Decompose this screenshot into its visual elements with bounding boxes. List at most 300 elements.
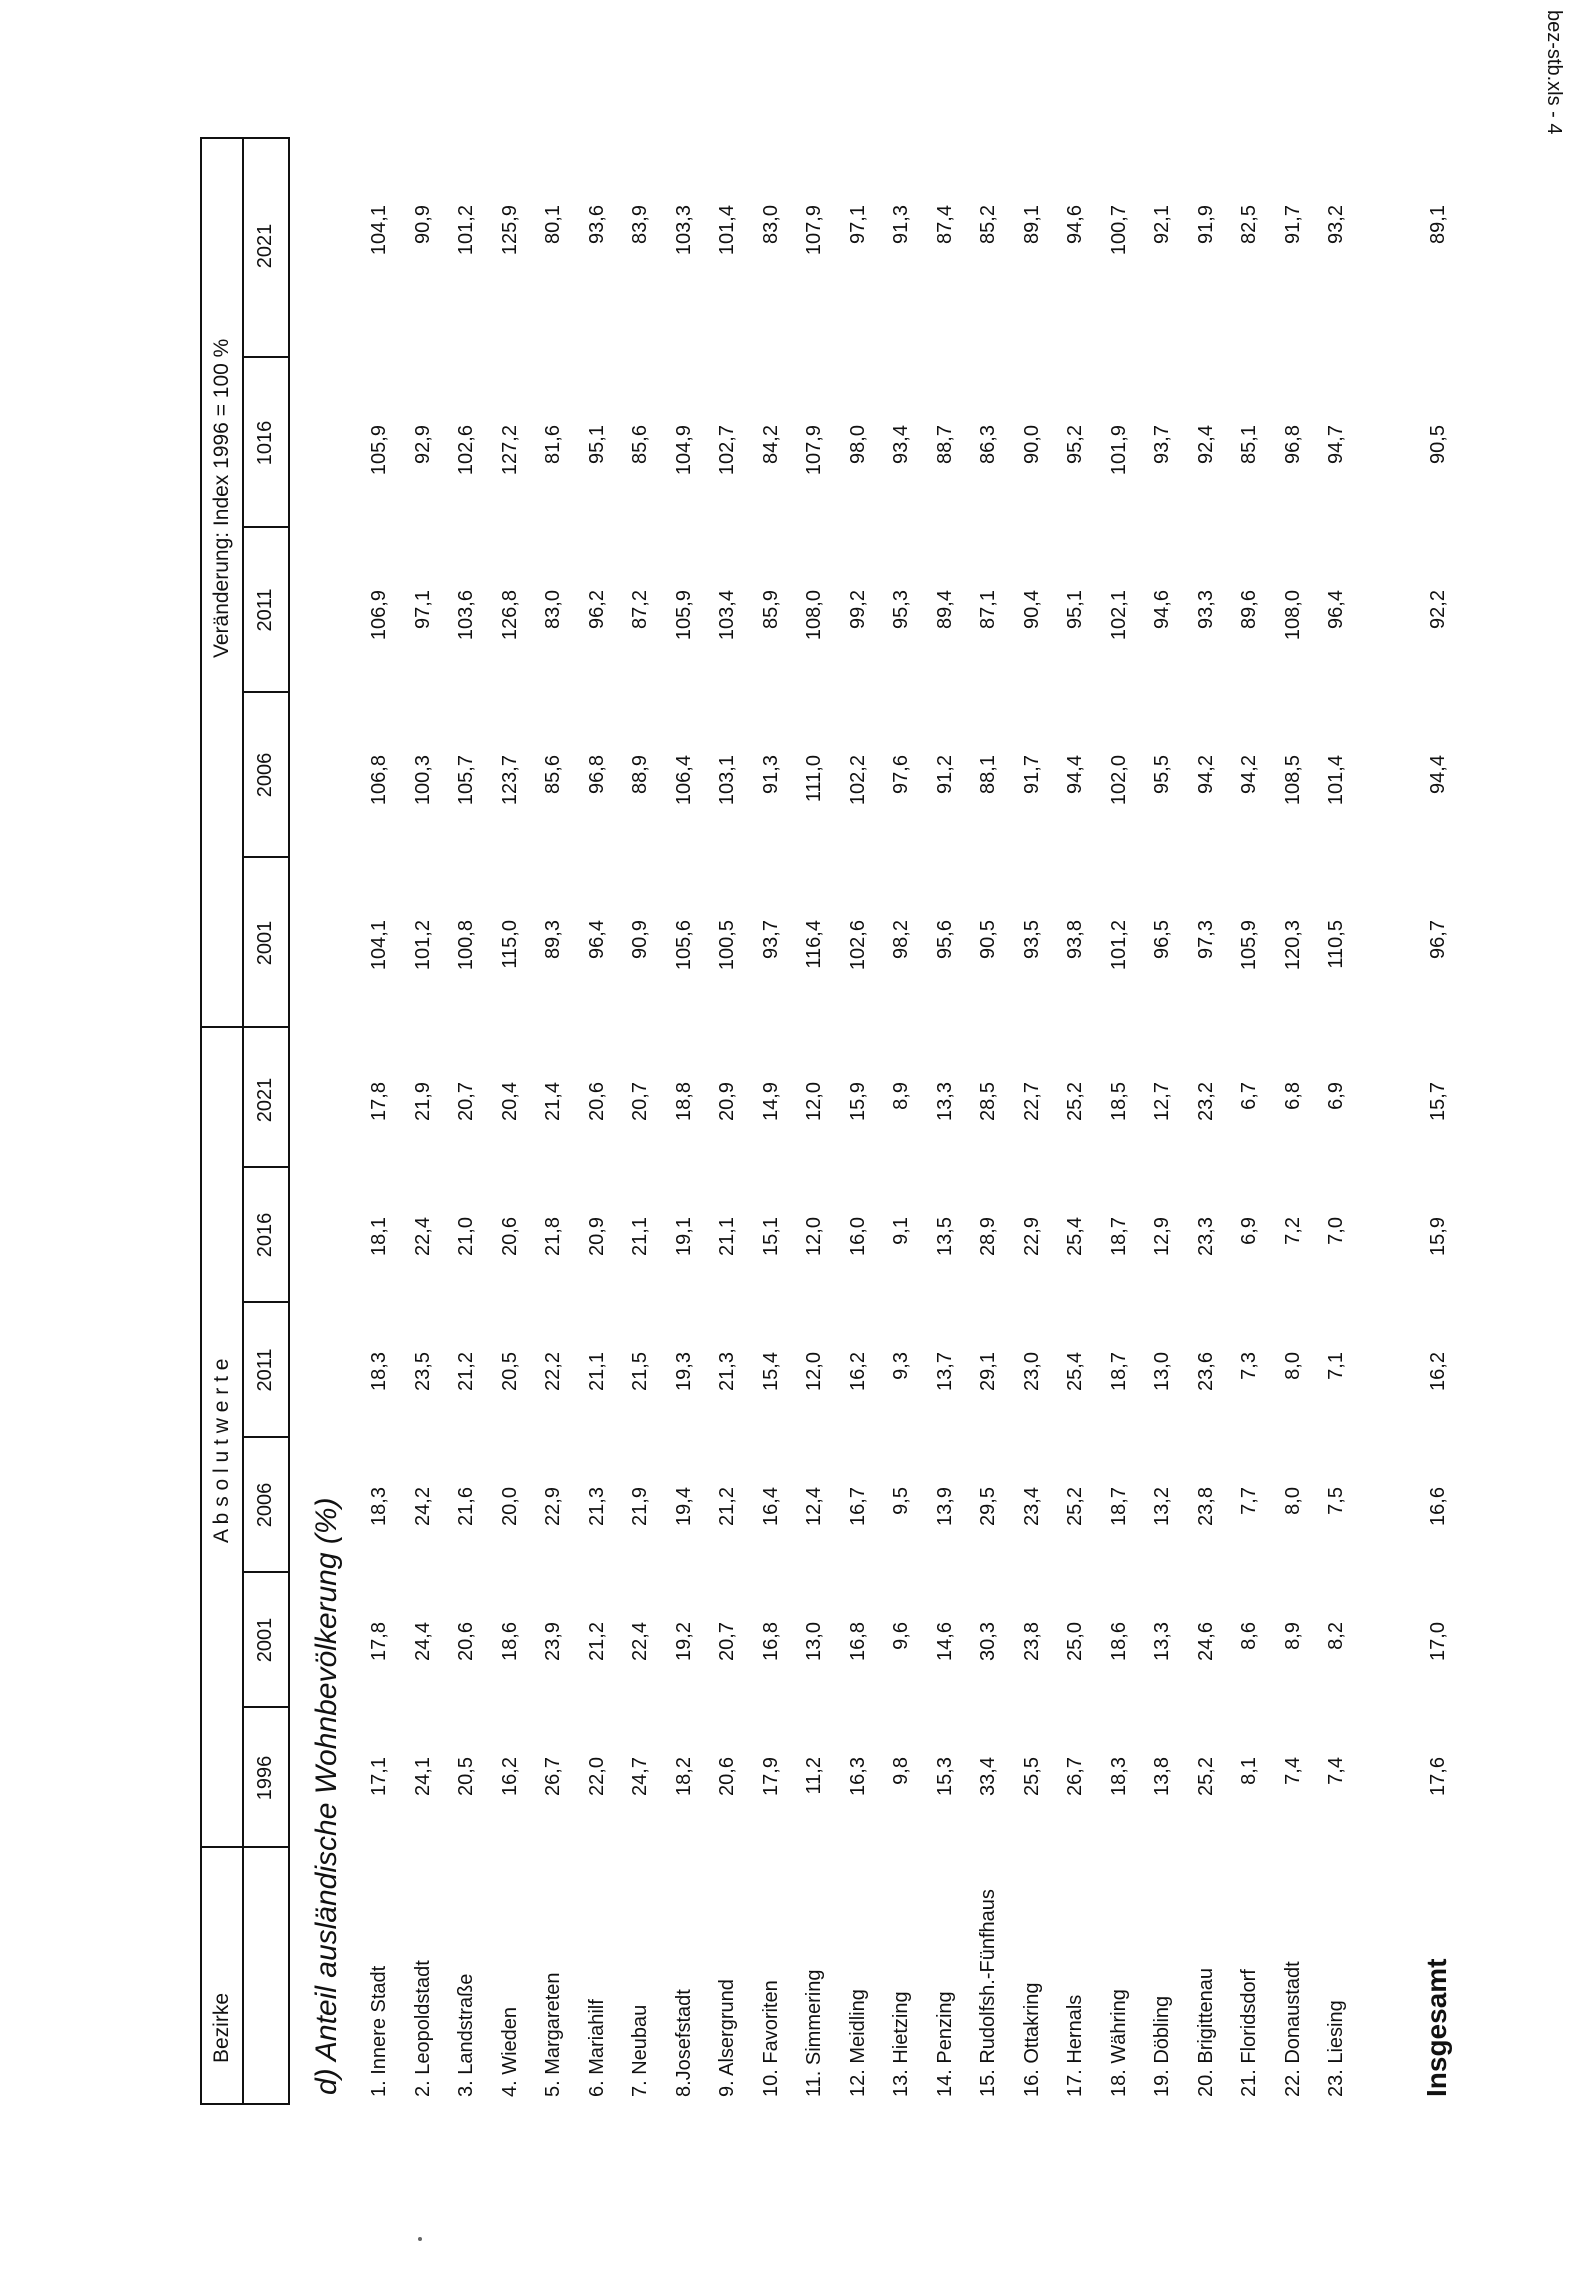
abs-value-cell: 20,6 (585, 1082, 608, 1121)
abs-value-cell: 21,5 (629, 1352, 651, 1391)
index-value-cell: 101,4 (1325, 755, 1347, 806)
table-row (752, 137, 794, 2105)
index-value-cell: 115,0 (498, 920, 521, 969)
index-value-cell: 96,8 (585, 755, 608, 794)
abs-value-cell: 17,0 (1426, 1622, 1449, 1661)
abs-value-cell: 24,2 (411, 1487, 434, 1526)
abs-value-cell: 9,8 (890, 1757, 912, 1785)
abs-value-cell: 7,0 (1325, 1217, 1347, 1245)
abs-value-cell: 7,1 (1325, 1352, 1347, 1380)
abs-value-cell: 16,2 (846, 1352, 869, 1391)
index-value-cell: 89,1 (1020, 205, 1043, 244)
index-value-cell: 91,3 (759, 755, 782, 794)
abs-value-cell: 22,0 (585, 1757, 608, 1796)
abs-value-cell: 24,7 (629, 1757, 651, 1796)
index-value-cell: 100,7 (1107, 205, 1130, 256)
index-value-cell: 93,4 (890, 425, 912, 464)
index-value-cell: 94,6 (1064, 205, 1086, 244)
index-value-cell: 88,9 (629, 755, 651, 794)
abs-value-cell: 20,6 (455, 1622, 477, 1661)
abs-value-cell: 12,9 (1151, 1217, 1173, 1256)
abs-value-cell: 9,5 (890, 1487, 912, 1515)
abs-value-cell: 15,4 (759, 1352, 782, 1391)
index-value-cell: 104,1 (368, 920, 390, 971)
abs-value-cell: 20,7 (629, 1082, 651, 1121)
index-value-cell: 101,2 (455, 205, 477, 256)
abs-value-cell: 16,2 (1426, 1352, 1449, 1391)
abs-value-cell: 25,2 (1064, 1082, 1086, 1121)
table-row (360, 137, 402, 2105)
district-name: 4. Wieden (498, 2006, 521, 2097)
index-value-cell: 100,5 (716, 920, 738, 971)
index-value-cell: 95,3 (890, 590, 912, 629)
district-name: 7. Neubau (629, 2004, 651, 2097)
abs-value-cell: 20,9 (585, 1217, 608, 1256)
abs-value-cell: 15,9 (1426, 1217, 1449, 1256)
index-value-cell: 94,6 (1151, 590, 1173, 629)
index-value-cell: 83,0 (759, 205, 782, 244)
abs-value-cell: 25,4 (1064, 1352, 1086, 1391)
index-value-cell: 105,7 (455, 755, 477, 806)
index-value-cell: 103,6 (455, 590, 477, 641)
abs-value-cell: 20,5 (498, 1352, 521, 1391)
index-value-cell: 86,3 (977, 425, 999, 464)
district-name: 19. Döbling (1151, 1995, 1173, 2097)
table-row (969, 137, 1011, 2105)
abs-value-cell: 14,9 (759, 1082, 782, 1121)
abs-value-cell: 16,7 (846, 1487, 869, 1526)
index-value-cell: 100,3 (411, 755, 434, 806)
abs-value-cell: 20,7 (716, 1622, 738, 1661)
index-value-cell: 92,2 (1426, 590, 1449, 629)
abs-value-cell: 7,7 (1238, 1487, 1260, 1515)
index-value-cell: 88,1 (977, 755, 999, 794)
table-row (1100, 137, 1142, 2105)
index-value-cell: 105,6 (672, 920, 695, 971)
abs-value-cell: 18,7 (1107, 1217, 1130, 1256)
table-row (1143, 137, 1185, 2105)
abs-value-cell: 21,9 (629, 1487, 651, 1526)
table-row (926, 137, 968, 2105)
year-abs-2016: 2016 (254, 1212, 276, 1258)
abs-value-cell: 13,9 (933, 1487, 956, 1526)
abs-value-cell: 21,4 (542, 1082, 564, 1121)
index-value-cell: 88,7 (933, 425, 956, 464)
abs-value-cell: 6,9 (1238, 1217, 1260, 1245)
index-value-cell: 97,1 (846, 205, 869, 244)
abs-value-cell: 23,8 (1020, 1622, 1043, 1661)
index-value-cell: 123,7 (498, 755, 521, 806)
header-veraenderung: Veränderung: Index 1996 = 100 % (210, 338, 233, 658)
abs-value-cell: 16,6 (1426, 1487, 1449, 1526)
abs-value-cell: 22,4 (629, 1622, 651, 1661)
index-value-cell: 102,7 (716, 425, 738, 476)
abs-value-cell: 21,2 (585, 1622, 608, 1661)
abs-value-cell: 6,9 (1325, 1082, 1347, 1110)
abs-value-cell: 12,7 (1151, 1082, 1173, 1121)
table-row (1013, 137, 1055, 2105)
district-name: 8.Josefstadt (672, 1989, 695, 2097)
abs-value-cell: 24,4 (411, 1622, 434, 1661)
abs-value-cell: 12,0 (803, 1352, 825, 1391)
district-name: 9. Alsergrund (716, 1979, 738, 2097)
index-value-cell: 85,2 (977, 205, 999, 244)
index-value-cell: 96,8 (1281, 425, 1304, 464)
abs-value-cell: 26,7 (1064, 1757, 1086, 1796)
table-row (404, 137, 446, 2105)
abs-value-cell: 22,9 (542, 1487, 564, 1526)
abs-value-cell: 18,2 (672, 1757, 695, 1796)
abs-value-cell: 8,9 (890, 1082, 912, 1110)
year-idx-1016: 1016 (254, 420, 276, 466)
index-value-cell: 90,9 (629, 920, 651, 959)
table-row (882, 137, 924, 2105)
index-value-cell: 93,8 (1064, 920, 1086, 959)
abs-value-cell: 14,6 (933, 1622, 956, 1661)
index-value-cell: 108,0 (803, 590, 825, 641)
abs-value-cell: 18,1 (368, 1217, 390, 1256)
district-name: 10. Favoriten (759, 1980, 782, 2097)
abs-value-cell: 13,5 (933, 1217, 956, 1256)
abs-value-cell: 20,7 (455, 1082, 477, 1121)
abs-value-cell: 8,0 (1281, 1352, 1304, 1380)
abs-value-cell: 18,8 (672, 1082, 695, 1121)
index-value-cell: 93,2 (1325, 205, 1347, 244)
index-value-cell: 102,2 (846, 755, 869, 806)
year-abs-2021: 2021 (254, 1077, 276, 1123)
index-value-cell: 89,3 (542, 920, 564, 959)
table-row (839, 137, 881, 2105)
index-value-cell: 108,5 (1281, 755, 1304, 806)
abs-value-cell: 8,6 (1238, 1622, 1260, 1650)
index-value-cell: 97,3 (1194, 920, 1217, 959)
abs-value-cell: 18,3 (368, 1352, 390, 1391)
table-row (491, 137, 533, 2105)
index-value-cell: 103,1 (716, 755, 738, 806)
abs-value-cell: 15,1 (759, 1217, 782, 1256)
district-name: 12. Meidling (846, 1989, 869, 2097)
abs-value-cell: 22,7 (1020, 1082, 1043, 1121)
abs-value-cell: 16,8 (759, 1622, 782, 1661)
index-value-cell: 91,3 (890, 205, 912, 244)
index-value-cell: 89,1 (1426, 205, 1449, 244)
index-value-cell: 98,0 (846, 425, 869, 464)
index-value-cell: 92,4 (1194, 425, 1217, 464)
table-row-total (1419, 137, 1461, 2105)
year-abs-1996: 1996 (254, 1755, 276, 1801)
index-value-cell: 97,6 (890, 755, 912, 794)
abs-value-cell: 18,3 (1107, 1757, 1130, 1796)
abs-value-cell: 20,5 (455, 1757, 477, 1796)
index-value-cell: 83,9 (629, 205, 651, 244)
district-name: 11. Simmering (803, 1969, 825, 2097)
index-value-cell: 95,6 (933, 920, 956, 959)
abs-value-cell: 22,2 (542, 1352, 564, 1391)
index-value-cell: 83,0 (542, 590, 564, 629)
index-value-cell: 95,2 (1064, 425, 1086, 464)
index-value-cell: 101,2 (411, 920, 434, 971)
index-value-cell: 111,0 (803, 755, 825, 803)
header-bezirke: Bezirke (210, 1992, 233, 2063)
index-value-cell: 102,0 (1107, 755, 1130, 806)
index-value-cell: 105,9 (1238, 920, 1260, 971)
abs-value-cell: 25,2 (1194, 1757, 1217, 1796)
index-value-cell: 93,6 (585, 205, 608, 244)
abs-value-cell: 13,3 (1151, 1622, 1173, 1661)
table-row (578, 137, 620, 2105)
table-row (665, 137, 707, 2105)
table-header (200, 137, 290, 2105)
table-row (621, 137, 663, 2105)
abs-value-cell: 26,7 (542, 1757, 564, 1796)
abs-value-cell: 9,6 (890, 1622, 912, 1650)
abs-value-cell: 7,3 (1238, 1352, 1260, 1380)
index-value-cell: 100,8 (455, 920, 477, 971)
index-value-cell: 116,4 (803, 920, 825, 969)
abs-value-cell: 6,8 (1281, 1082, 1304, 1110)
abs-value-cell: 7,5 (1325, 1487, 1347, 1515)
abs-value-cell: 18,5 (1107, 1082, 1130, 1121)
district-name: 3. Landstraße (455, 1973, 477, 2097)
scan-speck (418, 2237, 422, 2241)
abs-value-cell: 23,6 (1194, 1352, 1217, 1391)
index-value-cell: 106,4 (672, 755, 695, 806)
index-value-cell: 105,9 (672, 590, 695, 641)
index-value-cell: 110,5 (1325, 920, 1347, 969)
index-value-cell: 102,1 (1107, 590, 1130, 641)
index-value-cell: 96,5 (1151, 920, 1173, 959)
abs-value-cell: 9,1 (890, 1217, 912, 1245)
abs-value-cell: 9,3 (890, 1352, 912, 1380)
abs-value-cell: 16,4 (759, 1487, 782, 1526)
abs-value-cell: 22,9 (1020, 1217, 1043, 1256)
abs-value-cell: 25,0 (1064, 1622, 1086, 1661)
table-row (1274, 137, 1316, 2105)
district-name: Insgesamt (1420, 1958, 1452, 2097)
abs-value-cell: 15,7 (1426, 1082, 1449, 1121)
abs-value-cell: 24,1 (411, 1757, 434, 1796)
index-value-cell: 90,0 (1020, 425, 1043, 464)
index-value-cell: 127,2 (498, 425, 521, 476)
abs-value-cell: 8,2 (1325, 1622, 1347, 1650)
index-value-cell: 101,2 (1107, 920, 1130, 971)
abs-value-cell: 21,6 (455, 1487, 477, 1526)
section-title: d) Anteil ausländische Wohnbevölkerung (%) (310, 1497, 343, 2095)
district-name: 17. Hernals (1064, 1994, 1086, 2097)
index-value-cell: 104,1 (368, 205, 390, 256)
table-row (1317, 137, 1359, 2105)
index-value-cell: 84,2 (759, 425, 782, 464)
abs-value-cell: 8,9 (1281, 1622, 1304, 1650)
abs-value-cell: 18,7 (1107, 1352, 1130, 1391)
abs-value-cell: 21,2 (716, 1487, 738, 1526)
abs-value-cell: 18,7 (1107, 1487, 1130, 1526)
index-value-cell: 97,1 (411, 590, 434, 629)
statistics-table (200, 105, 1530, 2105)
abs-value-cell: 18,3 (368, 1487, 390, 1526)
abs-value-cell: 23,8 (1194, 1487, 1217, 1526)
table-row (447, 137, 489, 2105)
year-abs-2006: 2006 (254, 1482, 276, 1528)
year-abs-2001: 2001 (254, 1617, 276, 1663)
abs-value-cell: 7,2 (1281, 1217, 1304, 1245)
index-value-cell: 95,1 (1064, 590, 1086, 629)
table-row (1230, 137, 1272, 2105)
abs-value-cell: 25,2 (1064, 1487, 1086, 1526)
abs-value-cell: 7,4 (1325, 1757, 1347, 1785)
abs-value-cell: 12,0 (803, 1082, 825, 1121)
abs-value-cell: 25,5 (1020, 1757, 1043, 1796)
year-idx-2011: 2011 (254, 588, 276, 632)
abs-value-cell: 15,9 (846, 1082, 869, 1121)
index-value-cell: 94,2 (1238, 755, 1260, 794)
index-value-cell: 92,1 (1151, 205, 1173, 244)
index-value-cell: 93,3 (1194, 590, 1217, 629)
district-name: 16. Ottakring (1020, 1982, 1043, 2097)
page-label: bez-stb.xls - 4 (1543, 10, 1565, 135)
abs-value-cell: 21,9 (411, 1082, 434, 1121)
index-value-cell: 81,6 (542, 425, 564, 464)
index-value-cell: 101,4 (716, 205, 738, 256)
abs-value-cell: 17,6 (1426, 1757, 1449, 1796)
abs-value-cell: 16,2 (498, 1757, 521, 1796)
abs-value-cell: 17,1 (368, 1757, 390, 1796)
index-value-cell: 98,2 (890, 920, 912, 959)
index-value-cell: 91,7 (1020, 755, 1043, 794)
index-value-cell: 91,7 (1281, 205, 1304, 244)
index-value-cell: 89,4 (933, 590, 956, 629)
district-name: 6. Mariahilf (585, 1999, 608, 2097)
index-value-cell: 96,4 (585, 920, 608, 959)
index-value-cell: 85,6 (629, 425, 651, 464)
abs-value-cell: 13,0 (803, 1622, 825, 1661)
index-value-cell: 96,7 (1426, 920, 1449, 959)
index-value-cell: 94,4 (1426, 755, 1449, 794)
abs-value-cell: 20,0 (498, 1487, 521, 1526)
index-value-cell: 85,9 (759, 590, 782, 629)
abs-value-cell: 23,0 (1020, 1352, 1043, 1391)
abs-value-cell: 23,3 (1194, 1217, 1217, 1256)
index-value-cell: 106,8 (368, 755, 390, 806)
index-value-cell: 95,5 (1151, 755, 1173, 794)
abs-value-cell: 22,4 (411, 1217, 434, 1256)
district-name: 5. Margareten (542, 1972, 564, 2097)
abs-value-cell: 12,0 (803, 1217, 825, 1256)
abs-value-cell: 7,4 (1281, 1757, 1304, 1785)
index-value-cell: 96,2 (585, 590, 608, 629)
abs-value-cell: 21,2 (455, 1352, 477, 1391)
abs-value-cell: 16,3 (846, 1757, 869, 1796)
abs-value-cell: 19,3 (672, 1352, 695, 1391)
abs-value-cell: 25,4 (1064, 1217, 1086, 1256)
table-row (1056, 137, 1098, 2105)
index-value-cell: 105,9 (368, 425, 390, 476)
index-value-cell: 93,5 (1020, 920, 1043, 959)
index-value-cell: 90,9 (411, 205, 434, 244)
index-value-cell: 94,4 (1064, 755, 1086, 794)
district-name: 20. Brigittenau (1194, 1968, 1217, 2097)
abs-value-cell: 19,2 (672, 1622, 695, 1661)
abs-value-cell: 20,6 (498, 1217, 521, 1256)
abs-value-cell: 21,1 (629, 1217, 651, 1256)
index-value-cell: 87,4 (933, 205, 956, 244)
index-value-cell: 126,8 (498, 590, 521, 641)
abs-value-cell: 20,4 (498, 1082, 521, 1121)
district-name: 22. Donaustadt (1281, 1961, 1304, 2097)
index-value-cell: 107,9 (803, 425, 825, 476)
year-idx-2006: 2006 (254, 752, 276, 798)
index-value-cell: 102,6 (455, 425, 477, 476)
index-value-cell: 103,3 (672, 205, 695, 256)
index-value-cell: 85,6 (542, 755, 564, 794)
abs-value-cell: 21,1 (716, 1217, 738, 1256)
index-value-cell: 91,9 (1194, 205, 1217, 244)
abs-value-cell: 30,3 (977, 1622, 999, 1661)
abs-value-cell: 17,9 (759, 1757, 782, 1796)
index-value-cell: 108,0 (1281, 590, 1304, 641)
abs-value-cell: 21,0 (455, 1217, 477, 1256)
year-abs-2011: 2011 (254, 1348, 276, 1392)
abs-value-cell: 21,8 (542, 1217, 564, 1256)
index-value-cell: 104,9 (672, 425, 695, 476)
index-value-cell: 93,7 (759, 920, 782, 959)
abs-value-cell: 33,4 (977, 1757, 999, 1796)
index-value-cell: 120,3 (1281, 920, 1304, 971)
index-value-cell: 107,9 (803, 205, 825, 256)
index-value-cell: 85,1 (1238, 425, 1260, 464)
index-value-cell: 87,1 (977, 590, 999, 629)
index-value-cell: 93,7 (1151, 425, 1173, 464)
abs-value-cell: 23,9 (542, 1622, 564, 1661)
district-name: 15. Rudolfsh.-Fünfhaus (977, 1889, 999, 2097)
abs-value-cell: 17,8 (368, 1082, 390, 1121)
year-idx-2001: 2001 (254, 920, 276, 966)
index-value-cell: 80,1 (542, 205, 564, 244)
district-name: 1. Innere Stadt (368, 1965, 390, 2097)
index-value-cell: 125,9 (498, 205, 521, 256)
abs-value-cell: 18,6 (498, 1622, 521, 1661)
index-value-cell: 89,6 (1238, 590, 1260, 629)
index-value-cell: 96,4 (1325, 590, 1347, 629)
abs-value-cell: 21,1 (585, 1352, 608, 1391)
table-row (795, 137, 837, 2105)
abs-value-cell: 8,1 (1238, 1757, 1260, 1785)
abs-value-cell: 20,6 (716, 1757, 738, 1796)
abs-value-cell: 23,4 (1020, 1487, 1043, 1526)
abs-value-cell: 21,3 (716, 1352, 738, 1391)
abs-value-cell: 16,0 (846, 1217, 869, 1256)
abs-value-cell: 29,5 (977, 1487, 999, 1526)
index-value-cell: 94,7 (1325, 425, 1347, 464)
abs-value-cell: 13,2 (1151, 1487, 1173, 1526)
abs-value-cell: 13,7 (933, 1352, 956, 1391)
table-row (534, 137, 576, 2105)
district-name: 18. Währing (1107, 1989, 1130, 2097)
index-value-cell: 99,2 (846, 590, 869, 629)
index-value-cell: 90,5 (977, 920, 999, 959)
index-value-cell: 94,2 (1194, 755, 1217, 794)
index-value-cell: 90,4 (1020, 590, 1043, 629)
abs-value-cell: 24,6 (1194, 1622, 1217, 1661)
abs-value-cell: 21,3 (585, 1487, 608, 1526)
index-value-cell: 91,2 (933, 755, 956, 794)
district-name: 21. Floridsdorf (1238, 1969, 1260, 2097)
abs-value-cell: 13,3 (933, 1082, 956, 1121)
table-row (708, 137, 750, 2105)
index-value-cell: 87,2 (629, 590, 651, 629)
abs-value-cell: 23,2 (1194, 1082, 1217, 1121)
abs-value-cell: 28,9 (977, 1217, 999, 1256)
